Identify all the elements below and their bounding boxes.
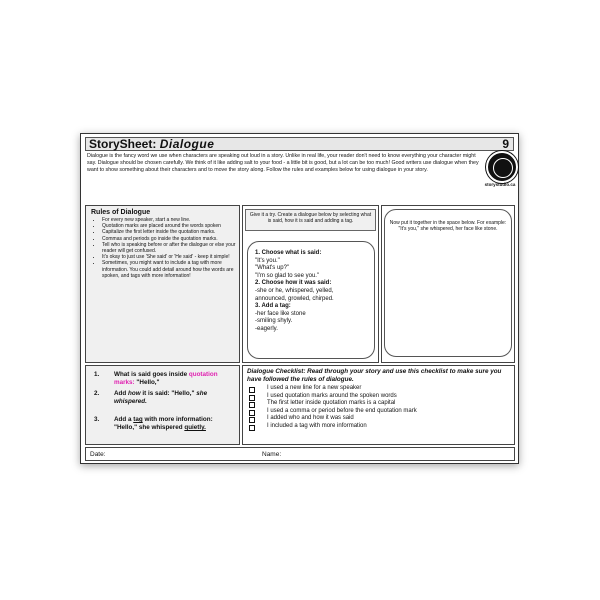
intro-paragraph: Dialogue is the fancy word we use when characters are speaking out loud in a story. Unlike in real life, your reader don't need to know everything your character might say. Dialogue should be chosen carefully. We think of it like adding salt to your food - a little bit is good, but a lot can be too much! Good writers use dialogue when they want to show something about their characters and to move the story along. Follow the rules and examples below for using dialogue in your story.: [87, 153, 479, 174]
page-number: 9: [502, 137, 509, 151]
highlight-text: quotation marks:: [114, 371, 218, 386]
rule-item: • Tell who is speaking before or after the dialogue or else your reader will get confused.: [102, 242, 242, 254]
checklist-item: I included a tag with more information: [247, 423, 512, 431]
put-instructions: Now put it together in the space below. For example: "It's you," she whispered, her face like stone.: [389, 220, 507, 232]
rules-list: [92, 217, 242, 279]
checklist-panel: [242, 365, 515, 445]
rule-item: • Commas and periods go inside the quotation marks.: [102, 236, 242, 242]
checklist-item: I used a comma or period before the end quotation mark: [247, 408, 512, 416]
rules-heading: Rules of Dialogue: [91, 209, 151, 216]
checklist: [247, 385, 512, 430]
page-subtitle: Dialogue: [159, 137, 215, 151]
tag-option: -eagerly.: [255, 325, 278, 332]
said-option: "It's you.": [255, 257, 280, 264]
name-label: Name:: [262, 451, 282, 458]
try-prompt: Give it a try. Create a dialogue below by selecting what is said, how it is said and adding a tag.: [245, 209, 376, 231]
rules-panel: [85, 205, 240, 363]
how-option: -she or he, whispered, yelled,: [255, 287, 334, 294]
header-bar: [85, 137, 514, 151]
checklist-item: The first letter inside quotation marks is a capital: [247, 400, 512, 408]
page-title: StorySheet: Dialogue: [89, 137, 215, 151]
try-panel: [242, 205, 379, 363]
rule-item: • Sometimes, you might want to include a tag with more information. You could add detail around how the words are spoken, and tags with more information!: [102, 260, 242, 279]
how-option: announced, growled, chirped.: [255, 295, 334, 302]
rule-item: • It's okay to just use 'She said' or 'He said' - keep it simple!: [102, 254, 242, 260]
tag-option: -smiling shyly.: [255, 318, 293, 325]
checkbox[interactable]: [249, 425, 255, 431]
try-heading-tag: 3. Add a tag:: [255, 303, 291, 310]
steps-panel: 1. What is said goes inside quotation marks: "Hello," 2. Add how it is said: "Hello," she whispered. 3. Add a tag with more information: "Hello," she whispered quietly.: [85, 365, 240, 445]
footer-bar: [85, 447, 515, 461]
said-option: "I'm so glad to see you.": [255, 272, 320, 279]
date-label: Date:: [90, 451, 106, 458]
rule-item: • Quotation marks are placed around the words spoken: [102, 223, 242, 229]
try-heading-said: 1. Choose what is said:: [255, 250, 322, 256]
said-option: "What's up?": [255, 265, 290, 272]
checklist-item: I used a new line for a new speaker: [247, 385, 512, 393]
worksheet: [80, 133, 519, 464]
writing-area[interactable]: [384, 209, 512, 357]
rule-item: • For every new speaker, start a new line.: [102, 217, 242, 223]
tag-option: -her face like stone: [255, 310, 306, 317]
rule-item: • Capitalize the first letter inside the quotation marks.: [102, 229, 242, 235]
brand-url: storystudio.ca: [484, 182, 516, 187]
put-together-panel: [381, 205, 515, 363]
story-studio-logo-icon: [486, 151, 518, 183]
checklist-item: I used quotation marks around the spoken words: [247, 393, 512, 401]
checklist-item: I added who and how it was said: [247, 415, 512, 423]
try-heading-how: 2. Choose how it was said:: [255, 280, 332, 287]
checklist-title: Dialogue Checklist: Read through your story and use this checklist to make sure you have followed the rules of dialogue.: [247, 368, 502, 383]
try-options: [247, 241, 375, 359]
